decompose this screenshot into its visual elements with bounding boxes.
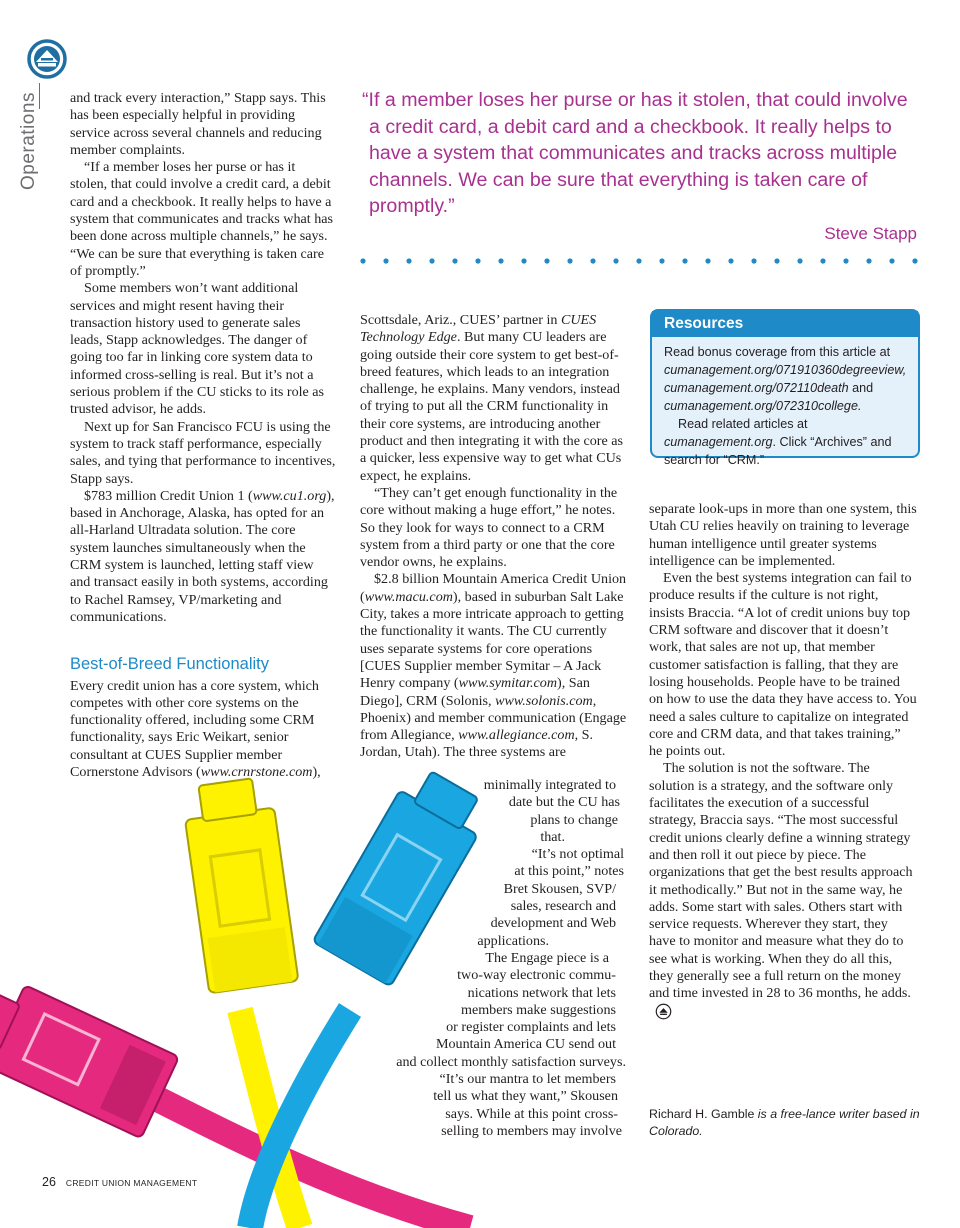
divider-dot bbox=[866, 258, 871, 263]
resources-body: Read bonus coverage from this article at cumanagement.org/071910360degreeview, cumanagement.org/072110death and cumanagement.org/072310college. Read related articles at cumanagement.org. Click “Archives” and search for “CRM.” bbox=[664, 345, 907, 467]
article-column-1 bbox=[70, 90, 336, 781]
text-line: plans to change bbox=[530, 811, 618, 828]
paragraph: separate look-ups in more than one system, this Utah CU relies heavily on training to leverage human intelligence until greater systems intelligence can be implemented. bbox=[649, 501, 917, 569]
author-name: Richard H. Gamble bbox=[649, 1107, 755, 1121]
text-line: Mountain America CU send out bbox=[435, 1036, 616, 1053]
text-line: or register complaints and lets bbox=[446, 1019, 616, 1036]
paragraph: $2.8 billion Mountain America Credit Union (www.macu.com), based in suburban Salt Lake City, takes a more intricate approach to getting the functionality it wants. The CU currently uses separate systems for core operations [CUES Supplier member Symitar – A Jack Henry company (www.symitar.com), San Diego], CRM (Solonis, www.solonis.com, Phoenix) and member communication (Engage from Allegiance, www.allegiance.com, S. Jordan, Utah). The three systems are bbox=[360, 571, 627, 761]
paragraph: $783 million Credit Union 1 (www.cu1.org), based in Anchorage, Alaska, has opted for an all-Harland Ultradata solution. The core system launches simultaneously when the CRM system is launched, letting staff view and transact easily in both systems, according to Rachel Ramsey, VP/marketing and communications. bbox=[70, 487, 335, 625]
paragraph: Some members won’t want additional services and might resent having their transaction history used to generate sales leads, Stapp acknowledges. The danger of going too far in linking core system data to informed cross-selling is real. But it’s not a serious problem if the CU sticks to its role as trusted advisor, he adds. bbox=[70, 280, 325, 418]
text-line: Bret Skousen, SVP/ bbox=[503, 880, 616, 897]
resources-box bbox=[650, 309, 920, 467]
shaped-text-block bbox=[360, 777, 628, 1140]
divider-dot bbox=[544, 258, 549, 263]
text-line: selling to members may involve bbox=[441, 1122, 622, 1139]
text-line: date but the CU has bbox=[508, 794, 620, 811]
text-line: says. While at this point cross- bbox=[445, 1105, 618, 1122]
divider-dot bbox=[521, 258, 526, 263]
text-line: sales, research and bbox=[510, 898, 616, 915]
text-line: that. bbox=[540, 828, 565, 845]
magazine-name: CREDIT UNION MANAGEMENT bbox=[65, 1178, 198, 1188]
divider-dot bbox=[475, 258, 480, 263]
url-link: www.solonis.com bbox=[495, 692, 593, 709]
divider-dot bbox=[889, 258, 894, 263]
text-line: The Engage piece is a bbox=[485, 949, 609, 966]
divider-dot bbox=[659, 258, 664, 263]
divider-dot bbox=[406, 258, 411, 263]
resources-link[interactable]: cumanagement.org bbox=[664, 435, 773, 449]
url-link: www.cu1.org bbox=[252, 487, 327, 504]
resources-text: Read bonus coverage from this article at bbox=[664, 345, 891, 359]
divider-dot bbox=[705, 258, 710, 263]
text-line: tell us what they want,” Skousen bbox=[433, 1088, 618, 1105]
pull-quote-text: “If a member loses her purse or has it stolen, that could involve a credit card, a debit card and a checkbook. It really helps to have a system that communicates and tracks across multiple channels. We can be sure that everything is taken care of promptly.” bbox=[362, 89, 908, 218]
author-bio bbox=[649, 1106, 921, 1140]
url-link: www.crnrstone.com bbox=[200, 763, 313, 780]
paragraph: “If a member loses her purse or has it stolen, that could involve a credit card, a debit card and a checkbook. It really helps to have a system that communicates and tracks what has been done across multiple channels,” he says. “We can be sure that everything is taken care of promptly.” bbox=[70, 159, 334, 279]
divider-dot bbox=[383, 258, 388, 263]
divider-dot bbox=[820, 258, 825, 263]
text-line: minimally integrated to bbox=[483, 777, 616, 793]
divider-dot bbox=[912, 258, 917, 263]
divider-dot bbox=[429, 258, 434, 263]
divider-dot bbox=[843, 258, 848, 263]
resources-heading: Resources bbox=[652, 311, 918, 337]
end-of-article-icon bbox=[655, 1003, 672, 1020]
author-description: is a free-lance writer based in Colorado. bbox=[649, 1107, 920, 1138]
article-column-3 bbox=[649, 501, 917, 1021]
text-line: members make suggestions bbox=[460, 1001, 616, 1018]
section-divider bbox=[39, 83, 40, 109]
paragraph: Scottsdale, Ariz., CUES’ partner in CUES Technology Edge. But many CU leaders are going outside their core system to get best-of-breed features, which leads to an integration challenge, he explains. Many vendors, instead of trying to put all the CRM functionality in their core systems, are introducing another product and then integrating it with the core as a quicker, less expensive way to get what CUs expect, he explains. bbox=[360, 312, 624, 484]
divider-dot bbox=[452, 258, 457, 263]
dotted-divider bbox=[358, 256, 924, 266]
text-line: at this point,” notes bbox=[514, 863, 624, 880]
divider-dot bbox=[590, 258, 595, 263]
paragraph: Next up for San Francisco FCU is using the system to track staff performance, especially sales, and tying that performance to incentives, Stapp says. bbox=[70, 418, 336, 487]
divider-dot bbox=[360, 258, 365, 263]
cues-logo-icon bbox=[27, 39, 67, 79]
paragraph: Even the best systems integration can fail to produce results if the culture is not right, insists Braccia. “A lot of credit unions buy top CRM software and discover that it doesn’t work, that sales are not up, that member customer satisfaction is falling, that they are losing households. People have to be trained on how to use the data they have access to. You need a sales culture to capitalize on integrated core and CRM data, and that takes training,” he points out. bbox=[649, 570, 917, 760]
text-line: two-way electronic commu- bbox=[457, 967, 616, 984]
text-line: development and Web bbox=[490, 915, 616, 932]
section-label: Operations bbox=[18, 92, 39, 190]
divider-dot bbox=[498, 258, 503, 263]
url-link: www.symitar.com bbox=[458, 675, 558, 692]
text-line: applications. bbox=[477, 932, 549, 949]
subheading: Best-of-Breed Functionality bbox=[70, 655, 270, 674]
url-link: www.macu.com bbox=[364, 588, 453, 605]
page-number: 26 bbox=[42, 1175, 56, 1189]
paragraph: The solution is not the software. The solution is a strategy, and the software only facilitates the execution of a successful strategy, Braccia says. “The most successful credit unions clearly define a winning strategy and then roll it out piece by piece. The organizations that get the best results approach it methodically.” But not in the same way, he adds. Some start with sales. Others start with service requests. Wherever they start, they have to monitor and measure what they do to see what is working. When they do all this, they generally see a full return on the money and time invested in 28 to 36 months, he adds. bbox=[649, 760, 917, 1020]
article-column-2 bbox=[360, 312, 628, 762]
divider-dot bbox=[774, 258, 779, 263]
text-line: “It’s our mantra to let members bbox=[439, 1071, 616, 1088]
resources-link[interactable]: cumanagement.org/072310college. bbox=[664, 399, 862, 413]
paragraph: and track every interaction,” Stapp says. This has been especially helpful in providing service across several channels and reducing member complaints. bbox=[70, 90, 326, 158]
paragraph: “They can’t get enough functionality in the core without making a huge effort,” he notes. So they look for ways to connect to a CRM system from a third party or one that the core vendor owns, he explains. bbox=[360, 484, 618, 571]
pull-quote bbox=[362, 87, 922, 220]
divider-dot bbox=[751, 258, 756, 263]
paragraph: Every credit union has a core system, which competes with other core systems on the functionality offered, including some CRM functionality, says Eric Weikart, senior consultant at CUES Supplier member Cornerstone Advisors (www.crnrstone.com), bbox=[70, 677, 321, 780]
pull-quote-author: Steve Stapp bbox=[824, 224, 917, 243]
resources-link[interactable]: cumanagement.org/071910360degreeview, bbox=[664, 363, 907, 377]
resources-link[interactable]: cumanagement.org/072110death bbox=[664, 381, 849, 395]
divider-dot bbox=[728, 258, 733, 263]
divider-dot bbox=[682, 258, 687, 263]
divider-dot bbox=[797, 258, 802, 263]
url-link: www.allegiance.com bbox=[458, 727, 575, 744]
text-line: and collect monthly satisfaction surveys. bbox=[396, 1053, 626, 1070]
text-line: nications network that lets bbox=[467, 984, 616, 1001]
divider-dot bbox=[636, 258, 641, 263]
text-line: “It’s not optimal bbox=[531, 846, 624, 863]
divider-dot bbox=[613, 258, 618, 263]
divider-dot bbox=[567, 258, 572, 263]
page-footer bbox=[42, 1175, 197, 1189]
